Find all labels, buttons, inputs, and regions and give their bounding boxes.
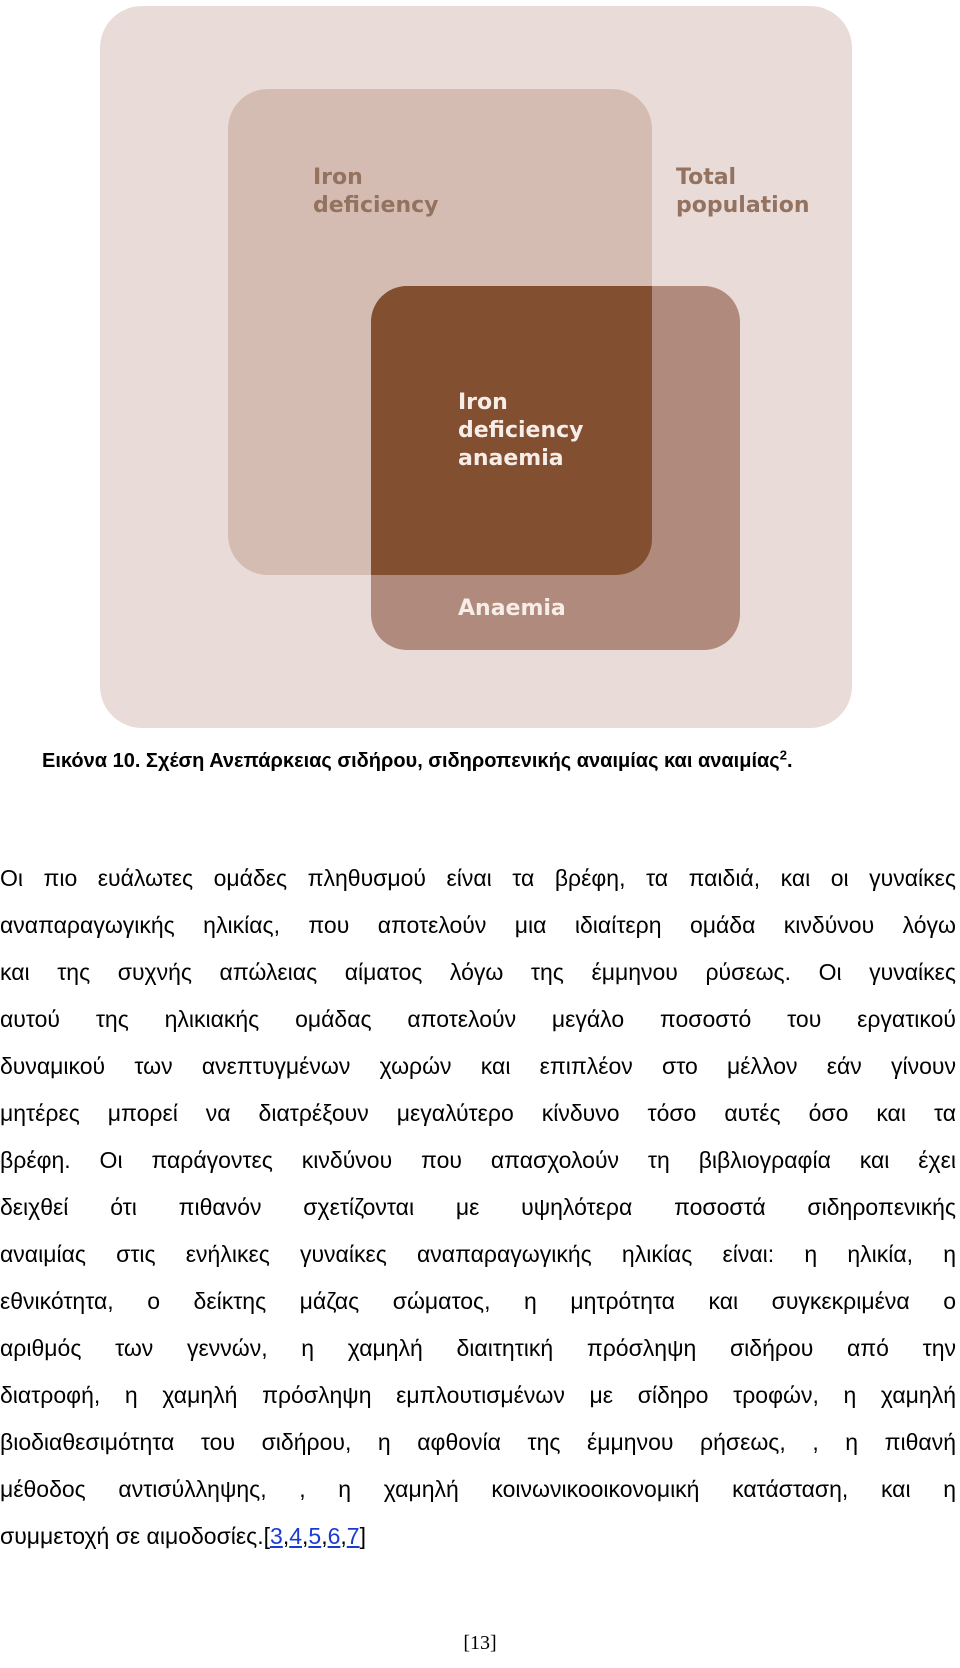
paragraph-line: μέθοδος αντισύλληψης, , η χαμηλή κοινωνικοοικονομική κατάσταση, και η [0,1476,956,1502]
total-population-label: Total population [676,165,810,218]
paragraph-line: αριθμός των γεννών, η χαμηλή διαιτητική πρόσληψη σιδήρου από την [0,1335,956,1361]
reference-link-6[interactable]: 6 [327,1523,341,1549]
anaemia-label: Anaemia [458,596,566,621]
paragraph-line: βρέφη. Οι παράγοντες κινδύνου που απασχολούν τη βιβλιογραφία και έχει [0,1147,956,1173]
paragraph-line: αυτού της ηλικιακής ομάδας αποτελούν μεγάλο ποσοστό του εργατικού [0,1006,956,1032]
caption-text: Εικόνα 10. Σχέση Ανεπάρκειας σιδήρου, σιδηροπενικής αναιμίας και αναιμίας [42,750,780,772]
paragraph-line: διατροφή, η χαμηλή πρόσληψη εμπλουτισμένων με σίδηρο τροφών, η χαμηλή [0,1382,956,1408]
caption-superscript: 2 [779,747,787,763]
reference-link-4[interactable]: 4 [289,1523,303,1549]
paragraph-line: βιοδιαθεσιμότητα του σιδήρου, η αφθονία της έμμηνου ρήσεως, , η πιθανή [0,1429,956,1455]
page-number: [13] [463,1632,497,1654]
paragraph-line: εθνικότητα, ο δείκτης μάζας σώματος, η μητρότητα και συγκεκριμένα ο [0,1288,956,1314]
paragraph-line: Οι πιο ευάλωτες ομάδες πληθυσμού είναι τα βρέφη, τα παιδιά, και οι γυναίκες [0,865,956,891]
last-line-close: ] [359,1523,366,1549]
caption-period: . [786,750,793,772]
paragraph-line: αναπαραγωγικής ηλικίας, που αποτελούν μια ιδιαίτερη ομάδα κινδύνου λόγω [0,912,956,938]
paragraph-line: δυναμικού των ανεπτυγμένων χωρών και επιπλέον στο μέλλον εάν γίνουν [0,1053,956,1079]
paragraph-last-line: συμμετοχή σε αιμοδοσίες.[3,4,5,6,7] [0,1523,366,1549]
paragraph-line: μητέρες μπορεί να διατρέξουν μεγαλύτερο κίνδυνο τόσο αυτές όσο και τα [0,1100,956,1126]
body-paragraph [0,855,956,1560]
reference-link-5[interactable]: 5 [308,1523,322,1549]
iron-deficiency-anaemia-label: Iron deficiency anaemia [458,390,584,471]
figure-caption [42,748,793,774]
venn-figure [100,6,852,728]
paragraph-line: αναιμίας στις ενήλικες γυναίκες αναπαραγωγικής ηλικίας είναι: η ηλικία, η [0,1241,956,1267]
reference-link-3[interactable]: 3 [270,1523,283,1549]
paragraph-line: δειχθεί ότι πιθανόν σχετίζονται με υψηλότερα ποσοστά σιδηροπενικής [0,1194,956,1220]
paragraph-line: και της συχνής απώλειας αίματος λόγω της έμμηνου ρύσεως. Οι γυναίκες [0,959,956,985]
last-line-text: συμμετοχή σε αιμοδοσίες.[ [0,1523,271,1549]
iron-deficiency-label: Iron deficiency [313,165,439,218]
reference-link-7[interactable]: 7 [346,1523,360,1549]
